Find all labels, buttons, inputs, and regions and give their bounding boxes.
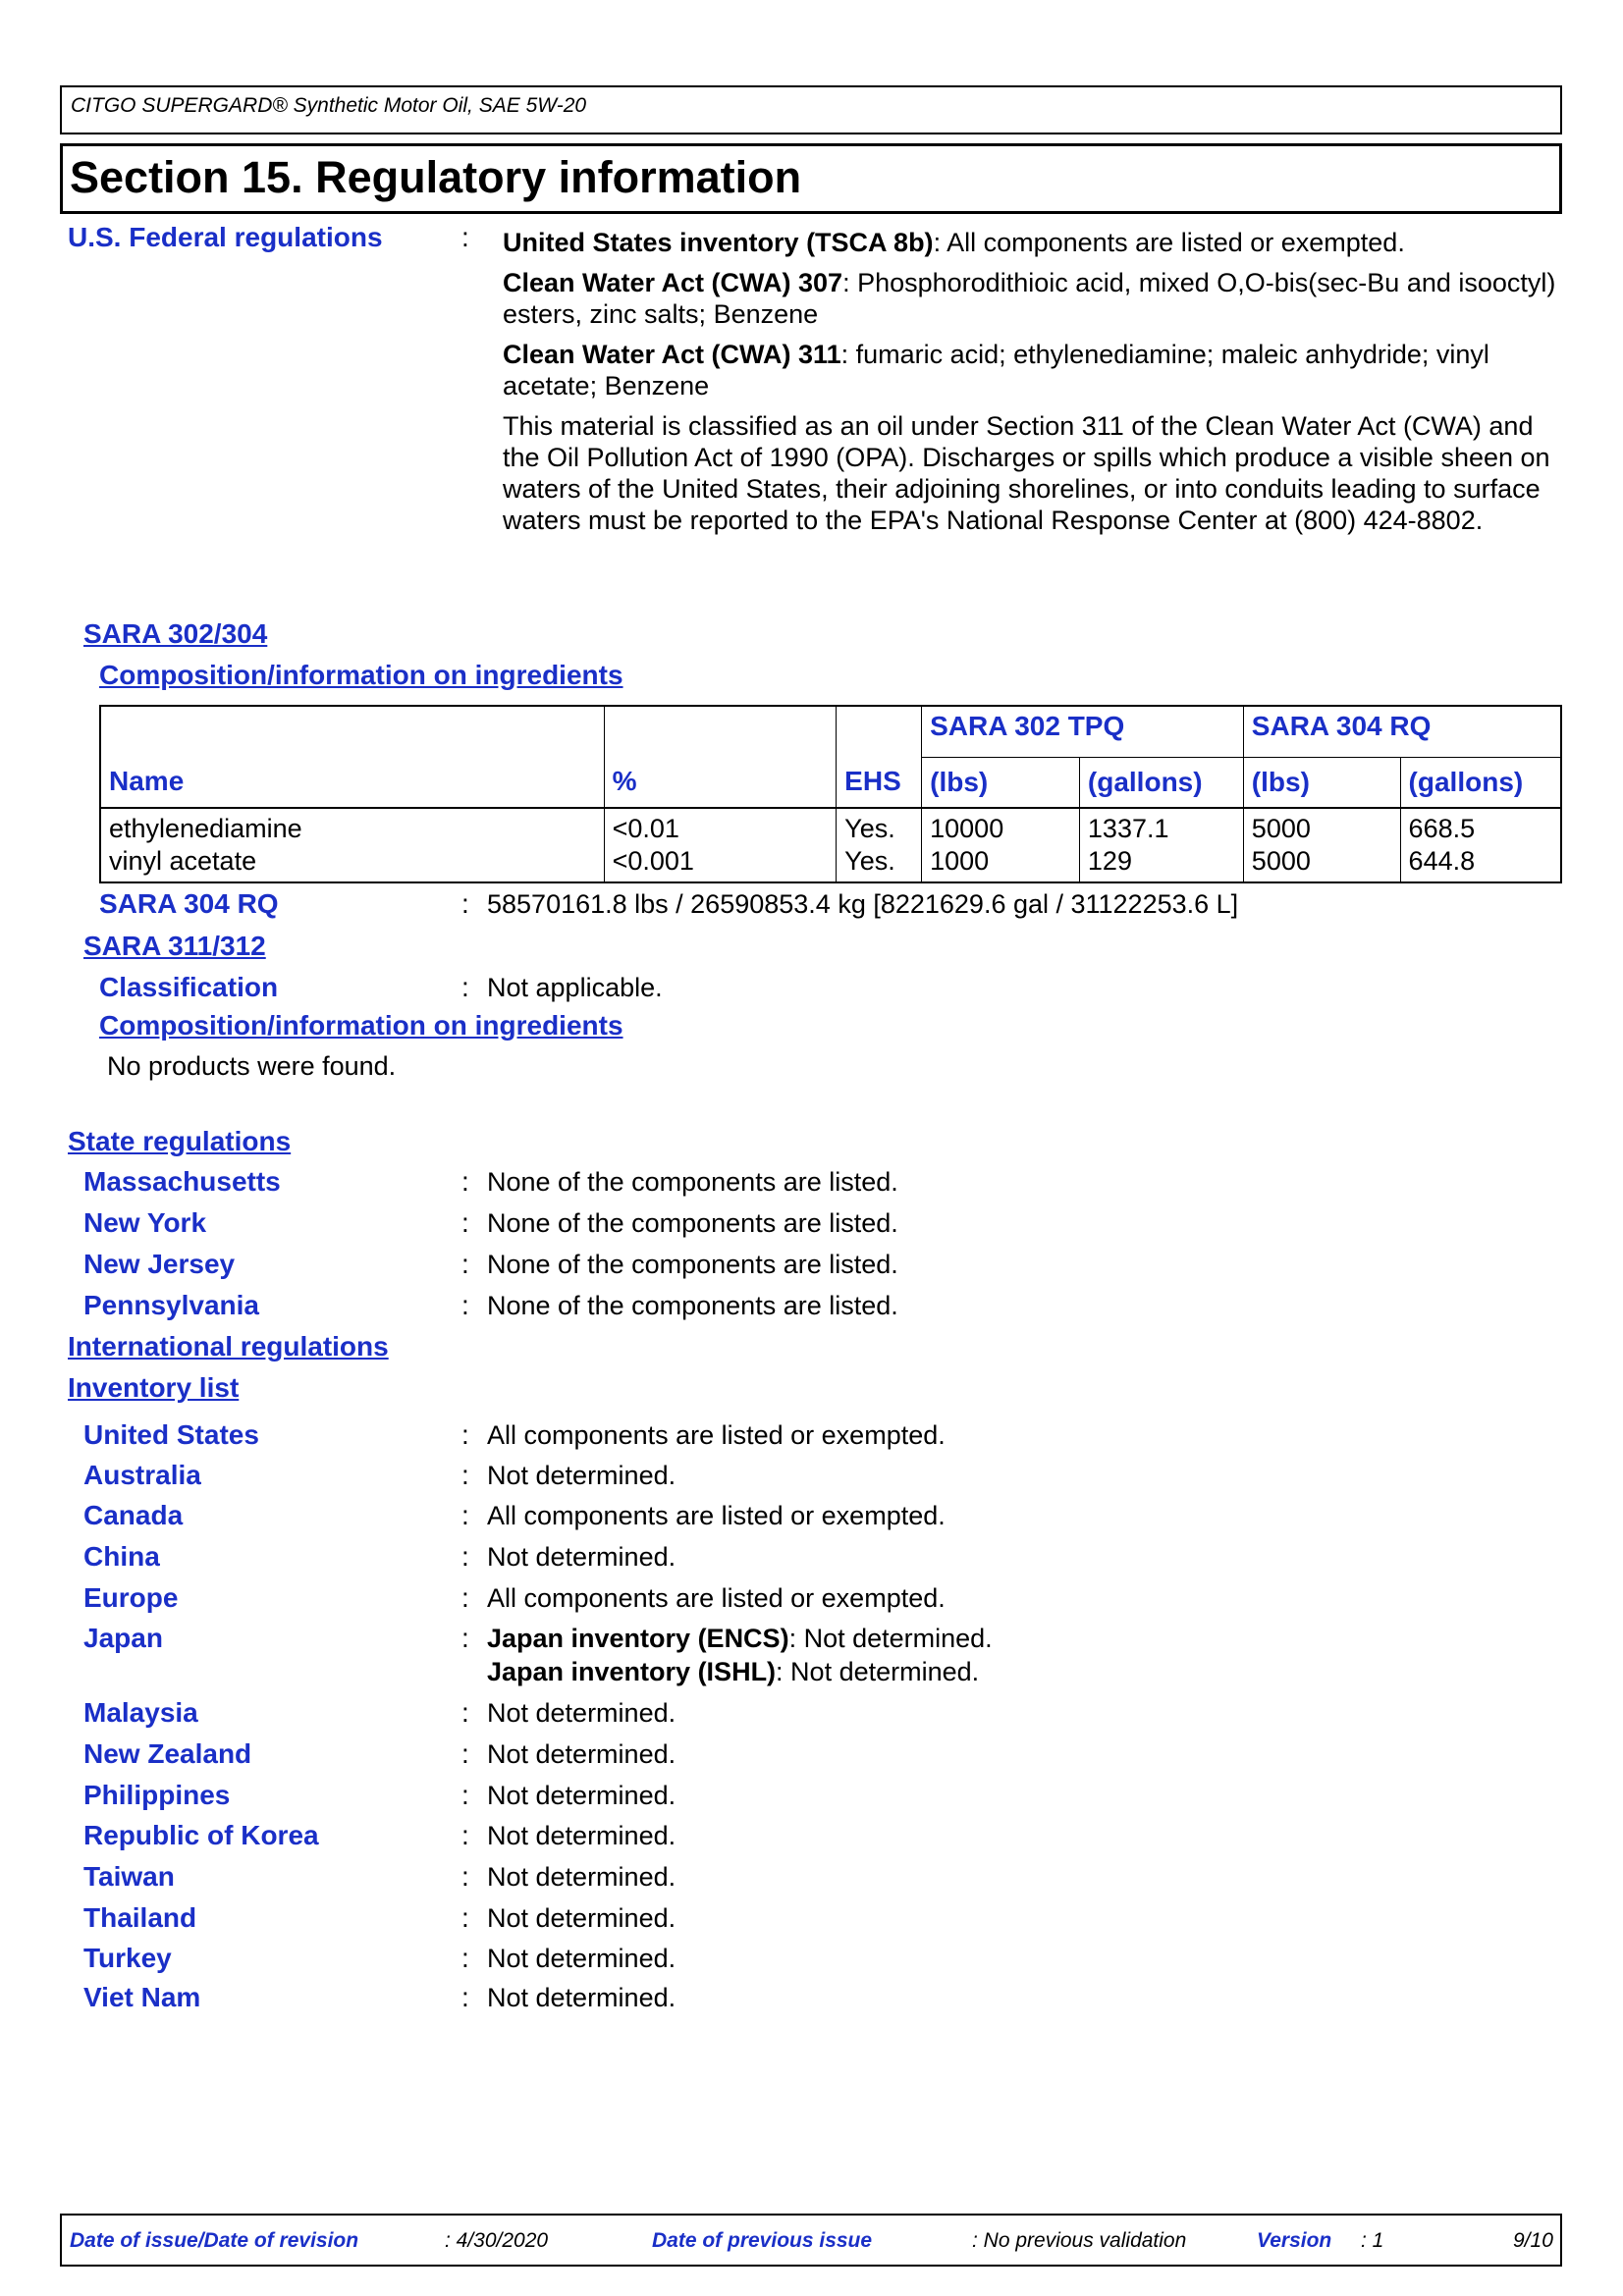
table-cell: 10000 <box>930 814 1004 843</box>
colon: : <box>461 1861 469 1892</box>
japan-encs-value: : Not determined. <box>788 1624 993 1653</box>
composition-heading-311: Composition/information on ingredients <box>99 1010 623 1041</box>
table-cell: 5000 <box>1251 814 1311 843</box>
inventory-value: Not determined. <box>487 1698 676 1728</box>
inventory-label-republic-of-korea: Republic of Korea <box>83 1820 319 1850</box>
inventory-value: Not determined. <box>487 1739 676 1769</box>
inventory-value: Not determined. <box>487 1903 676 1933</box>
table-cell: <0.001 <box>612 846 694 876</box>
state-label-massachusetts: Massachusetts <box>83 1166 281 1197</box>
inventory-label-china: China <box>83 1541 160 1572</box>
state-value: None of the components are listed. <box>487 1291 898 1320</box>
table-cell: vinyl acetate <box>109 846 257 876</box>
international-regulations-heading: International regulations <box>68 1331 389 1362</box>
cwa307-line <box>503 267 1568 330</box>
colon: : <box>461 888 469 919</box>
colon: : <box>461 1582 469 1613</box>
classification-value: Not applicable. <box>487 973 663 1002</box>
cwa311-line <box>503 339 1568 401</box>
version-label: Version <box>1257 2229 1332 2252</box>
sara-304-rq-value: 58570161.8 lbs / 26590853.4 kg [8221629.6 gal / 31122253.6 L] <box>487 889 1239 919</box>
tsca-value: : All components are listed or exempted. <box>933 228 1405 257</box>
rq-gal-cells <box>1400 808 1561 882</box>
inventory-label-thailand: Thailand <box>83 1902 197 1933</box>
table-cell: Yes. <box>844 814 895 843</box>
colon: : <box>461 1541 469 1572</box>
ehs-cells <box>837 808 922 882</box>
inventory-value: All components are listed or exempted. <box>487 1501 946 1530</box>
table-cell: ethylenediamine <box>109 814 302 843</box>
no-products-text: No products were found. <box>107 1051 397 1081</box>
sara-302-304-heading: SARA 302/304 <box>83 618 268 649</box>
inventory-value: Not determined. <box>487 1542 676 1572</box>
classification-label: Classification <box>99 972 279 1002</box>
col-name-cell <box>100 706 604 808</box>
inventory-label-japan: Japan <box>83 1623 163 1653</box>
inventory-label-new-zealand: New Zealand <box>83 1738 252 1769</box>
state-label-new-jersey: New Jersey <box>83 1249 236 1279</box>
pct-cells <box>604 808 837 882</box>
cwa307-label: Clean Water Act (CWA) 307 <box>503 268 843 297</box>
inventory-value: Not determined. <box>487 1944 676 1973</box>
table-body-row <box>100 808 1561 882</box>
rq-lbs-cells <box>1243 808 1400 882</box>
inventory-value: Not determined. <box>487 1862 676 1892</box>
japan-encs-label: Japan inventory (ENCS) <box>487 1624 789 1653</box>
col-tpq-lbs-header: (lbs) <box>922 757 1080 808</box>
table-cell: 5000 <box>1251 846 1311 876</box>
tpq-lbs-cells <box>922 808 1080 882</box>
col-ehs-cell <box>837 706 922 808</box>
table-cell: 129 <box>1087 846 1132 876</box>
japan-ishl-value: : Not determined. <box>776 1657 980 1686</box>
inventory-label-canada: Canada <box>83 1500 184 1530</box>
sara-table <box>99 705 1562 883</box>
page-number: 9/10 <box>1513 2229 1553 2252</box>
inventory-label-turkey: Turkey <box>83 1943 172 1973</box>
inventory-label-malaysia: Malaysia <box>83 1697 198 1728</box>
col-ehs-header: EHS <box>844 766 901 796</box>
colon: : <box>461 1623 469 1653</box>
state-value: None of the components are listed. <box>487 1167 898 1197</box>
document-footer <box>60 2214 1562 2267</box>
state-label-new-york: New York <box>83 1207 207 1238</box>
table-cell: 1337.1 <box>1087 814 1169 843</box>
colon: : <box>461 1460 469 1490</box>
japan-ishl-line <box>487 1657 979 1687</box>
sara-302-tpq-header: SARA 302 TPQ <box>922 706 1244 757</box>
colon: : <box>461 1249 469 1279</box>
col-name-header: Name <box>109 766 185 796</box>
state-value: None of the components are listed. <box>487 1250 898 1279</box>
cwa311-value: : fumaric acid; ethylenediamine; maleic anhydride; vinyl acetate; Benzene <box>503 340 1489 400</box>
inventory-label-taiwan: Taiwan <box>83 1861 175 1892</box>
col-tpq-gal-header: (gallons) <box>1079 757 1243 808</box>
colon: : <box>461 1902 469 1933</box>
inventory-label-united-states: United States <box>83 1419 259 1450</box>
inventory-label-europe: Europe <box>83 1582 179 1613</box>
colon: : <box>461 1697 469 1728</box>
federal-regulations-block <box>503 227 1568 545</box>
sara-311-312-heading: SARA 311/312 <box>83 931 266 961</box>
cwa311-label: Clean Water Act (CWA) 311 <box>503 340 841 369</box>
table-cell: 1000 <box>930 846 990 876</box>
colon: : <box>461 222 469 252</box>
inventory-value: All components are listed or exempted. <box>487 1420 946 1450</box>
table-cell: 644.8 <box>1408 846 1476 876</box>
previous-issue-value: : No previous validation <box>972 2229 1187 2252</box>
state-regulations-heading: State regulations <box>68 1126 292 1156</box>
colon: : <box>461 1290 469 1320</box>
sara-304-rq-label: SARA 304 RQ <box>99 888 279 919</box>
composition-heading: Composition/information on ingredients <box>99 660 623 690</box>
table-cell: <0.01 <box>612 814 679 843</box>
inventory-list-heading: Inventory list <box>68 1372 240 1403</box>
previous-issue-label: Date of previous issue <box>652 2229 873 2252</box>
col-pct-cell <box>604 706 837 808</box>
table-cell: Yes. <box>844 846 895 876</box>
section-title: Section 15. Regulatory information <box>70 152 802 202</box>
federal-regulations-label: U.S. Federal regulations <box>68 222 383 252</box>
inventory-value: All components are listed or exempted. <box>487 1583 946 1613</box>
table-cell: 668.5 <box>1408 814 1476 843</box>
japan-encs-line <box>487 1624 993 1654</box>
col-pct-header: % <box>612 766 637 796</box>
issue-date-value: : 4/30/2020 <box>445 2229 549 2252</box>
document-header <box>60 85 1562 134</box>
product-name: CITGO SUPERGARD® Synthetic Motor Oil, SAE 5W-20 <box>71 94 587 117</box>
tsca-label: United States inventory (TSCA 8b) <box>503 228 934 257</box>
colon: : <box>461 1207 469 1238</box>
col-rq-gal-header: (gallons) <box>1400 757 1561 808</box>
colon: : <box>461 972 469 1002</box>
inventory-value: Not determined. <box>487 1461 676 1490</box>
colon: : <box>461 1820 469 1850</box>
colon: : <box>461 1780 469 1810</box>
state-label-pennsylvania: Pennsylvania <box>83 1290 259 1320</box>
colon: : <box>461 1166 469 1197</box>
inventory-label-philippines: Philippines <box>83 1780 231 1810</box>
inventory-label-australia: Australia <box>83 1460 201 1490</box>
table-group-header-row <box>100 706 1561 757</box>
version-value: : 1 <box>1361 2229 1384 2252</box>
tpq-gal-cells <box>1079 808 1243 882</box>
inventory-value: Not determined. <box>487 1983 676 2012</box>
issue-date-label: Date of issue/Date of revision <box>70 2229 359 2252</box>
cwa307-value: : Phosphorodithioic acid, mixed O,O-bis(sec-Bu and isooctyl) esters, zinc salts; Benzene <box>503 268 1556 329</box>
colon: : <box>461 1500 469 1530</box>
inventory-label-viet-nam: Viet Nam <box>83 1982 201 2012</box>
tsca-line <box>503 227 1568 258</box>
name-cells <box>100 808 604 882</box>
colon: : <box>461 1738 469 1769</box>
oil-note: This material is classified as an oil under Section 311 of the Clean Water Act (CWA) and the Oil Pollution Act of 1990 (OPA). Discharges or spills which produce a visible sheen on waters of the United States, their adjoining shorelines, or into conduits leading to surface waters must be reported to the EPA's National Response Center at (800) 424-8802. <box>503 411 1550 535</box>
japan-ishl-label: Japan inventory (ISHL) <box>487 1657 777 1686</box>
colon: : <box>461 1943 469 1973</box>
inventory-value: Not determined. <box>487 1821 676 1850</box>
col-rq-lbs-header: (lbs) <box>1243 757 1400 808</box>
colon: : <box>461 1982 469 2012</box>
state-value: None of the components are listed. <box>487 1208 898 1238</box>
section-header <box>60 143 1562 214</box>
inventory-value: Not determined. <box>487 1781 676 1810</box>
colon: : <box>461 1419 469 1450</box>
sara-304-rq-header: SARA 304 RQ <box>1243 706 1561 757</box>
